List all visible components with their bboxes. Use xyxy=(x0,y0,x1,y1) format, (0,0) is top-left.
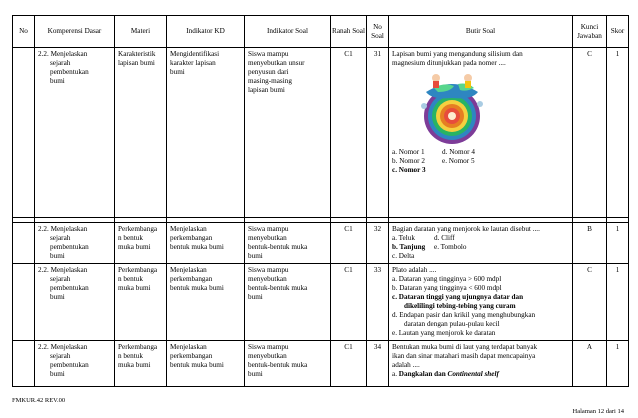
cell-no xyxy=(13,48,35,218)
cell-indikator-kd: Menjelaskan perkembangan bentuk muka bumi xyxy=(167,341,245,387)
cell-skor: 1 xyxy=(607,264,629,341)
header-kunci: Kunci Jawaban xyxy=(573,16,607,48)
cell-kunci: C xyxy=(573,48,607,218)
cell-kd: 2.2. Menjelaskan sejarah pembentukan bumi xyxy=(35,341,115,387)
cell-kd: 2.2. Menjelaskan sejarah pembentukan bumi xyxy=(35,264,115,341)
cell-no-soal: 32 xyxy=(367,223,389,264)
cell-materi: Perkembanga n bentuk muka bumi xyxy=(115,264,167,341)
cell-butir: Bentukan muka bumi di laut yang terdapat banyak ikan dan sinar matahari masih dapat mencapainya adalah .... a. Dangkalan dan Continental shelf xyxy=(389,341,573,387)
cell-kunci: A xyxy=(573,341,607,387)
header-kd: Komperensi Dasar xyxy=(35,16,115,48)
header-butir: Butir Soal xyxy=(389,16,573,48)
page-number: Halaman 12 dari 14 xyxy=(572,408,624,415)
table-row xyxy=(13,223,629,264)
document-code: FMKUR.42 REV.00 xyxy=(12,397,66,404)
earth-rainbow-icon xyxy=(412,70,492,146)
header-skor: Skor xyxy=(607,16,629,48)
cell-ranah: C1 xyxy=(331,223,367,264)
cell-kd: 2.2. Menjelaskan sejarah pembentukan bumi xyxy=(35,48,115,218)
earth-layers-illustration xyxy=(412,70,492,146)
cell-kunci: C xyxy=(573,264,607,341)
cell-indikator-soal: Siswa mampu menyebutkan bentuk-bentuk muka bumi xyxy=(245,341,331,387)
cell-kunci: B xyxy=(573,223,607,264)
table-row xyxy=(13,341,629,387)
cell-ranah: C1 xyxy=(331,341,367,387)
cell-indikator-soal: Siswa mampu menyebutkan unsur penyusun dari masing-masing lapisan bumi xyxy=(245,48,331,218)
cell-kd: 2.2. Menjelaskan sejarah pembentukan bumi xyxy=(35,223,115,264)
cell-ranah: C1 xyxy=(331,264,367,341)
cell-materi: Perkembanga n bentuk muka bumi xyxy=(115,341,167,387)
header-indikator-kd: Indikator KD xyxy=(167,16,245,48)
cell-no xyxy=(13,223,35,264)
cell-indikator-kd: Menjelaskan perkembangan bentuk muka bumi xyxy=(167,223,245,264)
cell-no-soal: 34 xyxy=(367,341,389,387)
header-ranah: Ranah Soal xyxy=(331,16,367,48)
cell-no-soal: 31 xyxy=(367,48,389,218)
header-no: No xyxy=(13,16,35,48)
table-row xyxy=(13,264,629,341)
cell-no xyxy=(13,341,35,387)
cell-no xyxy=(13,264,35,341)
cell-materi: Perkembanga n bentuk muka bumi xyxy=(115,223,167,264)
cell-skor: 1 xyxy=(607,48,629,218)
cell-no-soal: 33 xyxy=(367,264,389,341)
cell-indikator-kd: Menjelaskan perkembangan bentuk muka bumi xyxy=(167,264,245,341)
cell-skor: 1 xyxy=(607,341,629,387)
header-indikator-soal: Indikator Soal xyxy=(245,16,331,48)
cell-ranah: C1 xyxy=(331,48,367,218)
cell-skor: 1 xyxy=(607,223,629,264)
header-no-soal: No Soal xyxy=(367,16,389,48)
cell-indikator-soal: Siswa mampu menyebutkan bentuk-bentuk muka bumi xyxy=(245,264,331,341)
cell-materi: Karakteristik lapisan bumi xyxy=(115,48,167,218)
question-table xyxy=(12,15,629,387)
cell-indikator-kd: Mengidentifikasi karakter lapisan bumi xyxy=(167,48,245,218)
header-materi: Materi xyxy=(115,16,167,48)
table-row xyxy=(13,48,629,218)
answer-options: a. Nomor 1 d. Nomor 4 b. Nomor 2 e. Nomor 5 c. Nomor 3 xyxy=(392,148,475,174)
cell-butir: Bagian daratan yang menjorok ke lautan disebut .... a. Teluk d. Cliff b. Tanjung e. Tombolo c. Delta xyxy=(389,223,573,264)
cell-butir: Lapisan bumi yang mengandung silisium dan magnesium ditunjukkan pada nomer .... a. Nomor 1 d. Nomor 4 b. Nomor 2 e. Nomor 5 c. Nomor 3 xyxy=(389,48,573,218)
cell-indikator-soal: Siswa mampu menyebutkan bentuk-bentuk muka bumi xyxy=(245,223,331,264)
cell-butir: Plato adalah .... a. Dataran yang tingginya > 600 mdpl b. Dataran yang tingginya < 600 mdpl c. Dataran tinggi yang ujungnya datar dan dikelilingi tebing-tebing yang curam d. Endapan pasir dan krikil yang menghubungkan daratan dengan pulau-pulau kecil e. Lautan yang menjorok ke daratan xyxy=(389,264,573,341)
table-header-row xyxy=(13,16,629,48)
